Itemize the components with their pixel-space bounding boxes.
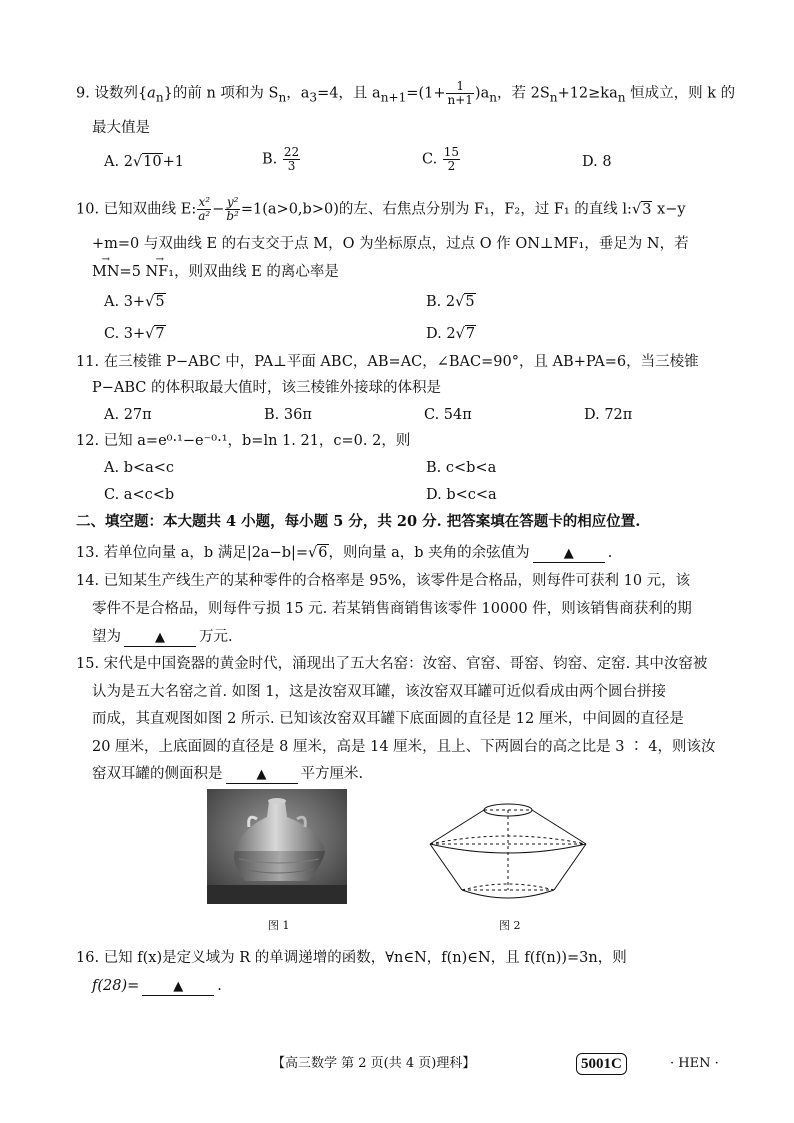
answer-blank[interactable]: ▲ (142, 978, 214, 996)
section-heading: 二、填空题：本大题共 4 小题，每小题 5 分，共 20 分. 把答案填在答题卡的相应位置. (76, 513, 641, 530)
q10-option-c: C. 3+√7 (104, 326, 165, 342)
q9-option-d: D. 8 (582, 154, 612, 170)
q11-line2: P−ABC 的体积取最大值时，该三棱锥外接球的体积是 (92, 380, 442, 396)
q16-line1: 16. 已知 f(x)是定义域为 R 的单调递增的函数，∀n∈N，f(n)∈N，且 f(f(n))=3n，则 (76, 950, 627, 966)
q10-option-d: D. 2√7 (426, 326, 476, 342)
q12-option-a: A. b<a<c (104, 460, 175, 476)
answer-blank[interactable]: ▲ (124, 629, 196, 647)
q14-line2: 零件不是合格品，则每件亏损 15 元. 若某销售商销售该零件 10000 件，则该销售商获利的期 (92, 601, 692, 617)
q11-option-d: D. 72π (584, 407, 633, 423)
q12-option-d: D. b<c<a (426, 487, 497, 503)
q9-line1: 9. 设数列$\{a_n\}$的前 n 项和为 $S_n$，$a_3=4$，且 $a_{n+1}=(1+$ $\frac{1}{n+1}$ )$a_n$，若 $2S_n+12\ge ka_n$ 恒成立，则 k 的 (76, 79, 736, 107)
q11-option-c: C. 54π (424, 407, 472, 423)
q10-line1: 10. 已知双曲线 E: $\frac{\text{x²}}{\text{a²}}$ − $\frac{\text{y²}}{\text{b²}}$ =1(a>0,b>0)的左、右焦点分别为 F₁，F₂，过 F₁ 的直线 l:√3 x−y (76, 195, 686, 223)
q14-line1: 14. 已知某生产线生产的某种零件的合格率是 95%，该零件是合格品，则每件可获利 10 元，该 (76, 573, 691, 589)
q10-line2: +m=0 与双曲线 E 的右支交于点 M，O 为坐标原点，过点 O 作 ON⊥MF₁，垂足为 N，若 (92, 236, 689, 252)
answer-blank[interactable]: ▲ (533, 545, 605, 563)
q9-option-c: C. $\frac{15}{2}$ (422, 145, 460, 173)
q11-option-b: B. 36π (264, 407, 312, 423)
answer-blank[interactable]: ▲ (226, 766, 298, 784)
q10-option-b: B. 2√5 (426, 294, 475, 310)
footer-page-info: 【高三数学 第 2 页(共 4 页)理科】 (272, 1056, 476, 1071)
q13-line: 13. 若单位向量 a，b 满足|2a−b|=√6，则向量 a，b 夹角的余弦值为 ▲ . (76, 545, 613, 561)
jar-photo (207, 789, 347, 904)
footer-region: · HEN · (670, 1056, 719, 1071)
q9-fraction: $\frac{1}{n+1}$ (447, 79, 473, 107)
q14-line3: 望为 ▲ 万元. (92, 629, 233, 645)
q12-line1: 12. 已知 a=e⁰·¹−e⁻⁰·¹，b=ln 1. 21，c=0. 2，则 (76, 433, 411, 449)
q15-line2: 认为是五大名窑之首. 如图 1，这是汝窑双耳罐，该汝窑双耳罐可近似看成由两个圆台拼接 (92, 684, 667, 700)
q15-line3: 而成，其直观图如图 2 所示. 已知该汝窑双耳罐下底面圆的直径是 12 厘米，中间圆的直径是 (92, 711, 684, 727)
q9-option-a: A. 2√10+1 (104, 154, 184, 170)
q12-option-b: B. c<b<a (426, 460, 497, 476)
q11-line1: 11. 在三棱锥 P−ABC 中，PA⊥平面 ABC，AB=AC，∠BAC=90°，且 AB+PA=6，当三棱锥 (76, 354, 699, 370)
q11-option-a: A. 27π (104, 407, 152, 423)
q15-line5: 窑双耳罐的侧面积是 ▲ 平方厘米. (92, 766, 364, 782)
figure2-caption: 图 2 (499, 919, 521, 932)
exam-code-badge: 5001C (576, 1053, 627, 1075)
q15-line1: 15. 宋代是中国瓷器的黄金时代，涌现出了五大名窑：汝窑、官窑、哥窑、钧窑、定窑. 其中汝窑被 (76, 656, 708, 672)
q10-line3: → MN=5 → NF₁，则双曲线 E 的离心率是 (92, 262, 339, 282)
q16-line2: f(28)= ▲ . (92, 978, 222, 994)
q9-line2: 最大值是 (92, 120, 150, 136)
frustum-diagram (428, 798, 588, 908)
q9-option-b: B. $\frac{22}{3}$ (262, 145, 300, 173)
q15-line4: 20 厘米，上底面圆的直径是 8 厘米，高是 14 厘米，且上、下两圆台的高之比是 3 ∶ 4，则该汝 (92, 739, 716, 755)
figure1-caption: 图 1 (268, 919, 290, 932)
q12-option-c: C. a<c<b (104, 487, 175, 503)
q10-option-a: A. 3+√5 (104, 294, 165, 310)
